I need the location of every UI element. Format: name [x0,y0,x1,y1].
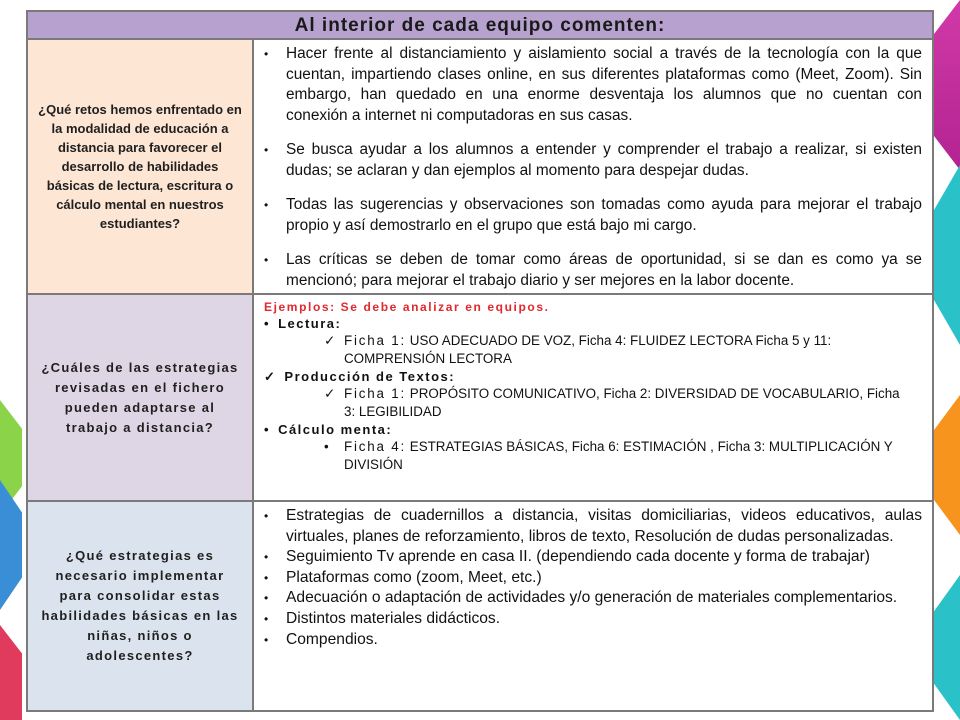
table-header: Al interior de cada equipo comenten: [28,12,932,40]
decorative-blue-shape [0,480,22,610]
discussion-table [26,10,934,712]
decorative-orange-shape [934,395,960,535]
question-cell [28,295,254,500]
category-heading [264,421,922,438]
bullet-icon: • [264,570,269,585]
check-icon: ✓ [264,369,277,384]
category-detail-text: USO ADECUADO DE VOZ, Ficha 4: FLUIDEZ LECTORA Ficha 5 y 11: COMPRENSIÓN LECTORA [344,333,832,366]
category-detail [324,332,902,368]
bullet-icon: • [264,143,269,157]
question-text: ¿Qué estrategias es necesario implementar para consolidar estas habilidades básicas en las niñas, niños o adolescentes? [41,548,239,663]
list-item-text: Se busca ayudar a los alumnos a entender y comprender el trabajo a realizar, si existen dudas; se aclaran y dan ejemplos al momento para despejar dudas. [286,141,922,179]
list-item [260,547,922,568]
bullet-icon: • [264,611,269,626]
list-item-text: Estrategias de cuadernillos a distancia, visitas domiciliarias, videos educativos, aulas virtuales, planes de reforzamiento, libros de texto, Resolución de dudas personalizadas. [286,507,922,545]
check-icon: ✓ [324,333,336,348]
category-label: Lectura: [278,316,342,331]
bullet-icon: • [264,591,269,606]
bullet-icon: • [264,253,269,267]
check-icon: ✓ [324,386,336,401]
bullet-icon: • [264,509,269,523]
category-detail [324,385,902,421]
list-item [260,609,922,630]
list-item-text: Distintos materiales didácticos. [286,609,501,627]
list-item-text: Plataformas como (zoom, Meet, etc.) [286,568,542,586]
answer-cell [254,295,932,500]
list-item [260,44,922,126]
bullet-icon: • [264,422,271,437]
category-heading [264,315,922,332]
bullet-icon: • [264,316,271,331]
question-cell [28,40,254,293]
decorative-teal-shape-bottom [934,575,960,720]
question-cell [28,502,254,710]
question-text: ¿Qué retos hemos enfrentado en la modalidad de educación a distancia para favorecer el desarrollo de habilidades básicas de lectura, escritura o cálculo mental en nuestros estudiantes? [38,102,242,231]
question-text: ¿Cuáles de las estrategias revisadas en el fichero pueden adaptarse al trabajo a distancia? [41,359,239,435]
answer-cell [254,502,932,710]
bullet-icon: • [264,47,269,61]
list-item-text: Seguimiento Tv aprende en casa II. (dependiendo cada docente y forma de trabajar) [286,548,870,566]
list-item [260,506,922,547]
decorative-teal-shape [934,165,960,345]
bullet-icon: • [264,198,269,212]
ficha-label: Ficha 4: [344,439,407,454]
list-item [260,588,922,609]
ficha-label: Ficha 1: [344,333,407,348]
table-row-strategies-reviewed [28,295,932,502]
category-detail [324,438,902,474]
table-row-challenges [28,40,932,295]
bullet-icon: • [324,439,329,454]
bullet-icon: • [264,550,269,565]
examples-title: Ejemplos: Se debe analizar en equipos. [264,300,550,314]
category-heading [264,368,922,385]
decorative-magenta-shape [934,0,960,170]
list-item [260,140,922,181]
answer-list [260,44,922,291]
list-item-text: Todas las sugerencias y observaciones son tomadas como ayuda para mejorar el trabajo propio y así demostrarlo en el grupo que está bajo mi cargo. [286,196,922,234]
list-item [260,630,922,651]
ficha-label: Ficha 1: [344,386,407,401]
list-item-text: Las críticas se deben de tomar como áreas de oportunidad, si se dan es como ya se mencionó; para mejorar el trabajo diario y ser mejores en la labor docente. [286,251,922,289]
table-row-strategies-to-implement [28,502,932,710]
list-item-text: Compendios. [286,630,378,648]
list-item-text: Hacer frente al distanciamiento y aislamiento social a través de la tecnología con la que cuentan, impartiendo clases online, en sus diferentes plataformas como (Meet, Zoom). Sin embargo, han quedado en una enorme desventaja los alumnos que no cuentan con conexión a internet ni computadoras en sus casas. [286,45,922,124]
list-item [260,195,922,236]
answer-cell [254,40,932,293]
category-label: Cálculo menta: [278,422,393,437]
category-detail-text: PROPÓSITO COMUNICATIVO, Ficha 2: DIVERSIDAD DE VOCABULARIO, Ficha 3: LEGIBILIDAD [344,386,900,419]
answer-list [260,506,922,650]
list-item [260,568,922,589]
category-detail-text: ESTRATEGIAS BÁSICAS, Ficha 6: ESTIMACIÓN , Ficha 3: MULTIPLICACIÓN Y DIVISIÓN [344,439,893,472]
list-item-text: Adecuación o adaptación de actividades y/o generación de materiales complementarios. [286,589,898,607]
category-label: Producción de Textos: [284,369,456,384]
list-item [260,250,922,291]
decorative-red-shape [0,625,22,720]
bullet-icon: • [264,632,269,647]
